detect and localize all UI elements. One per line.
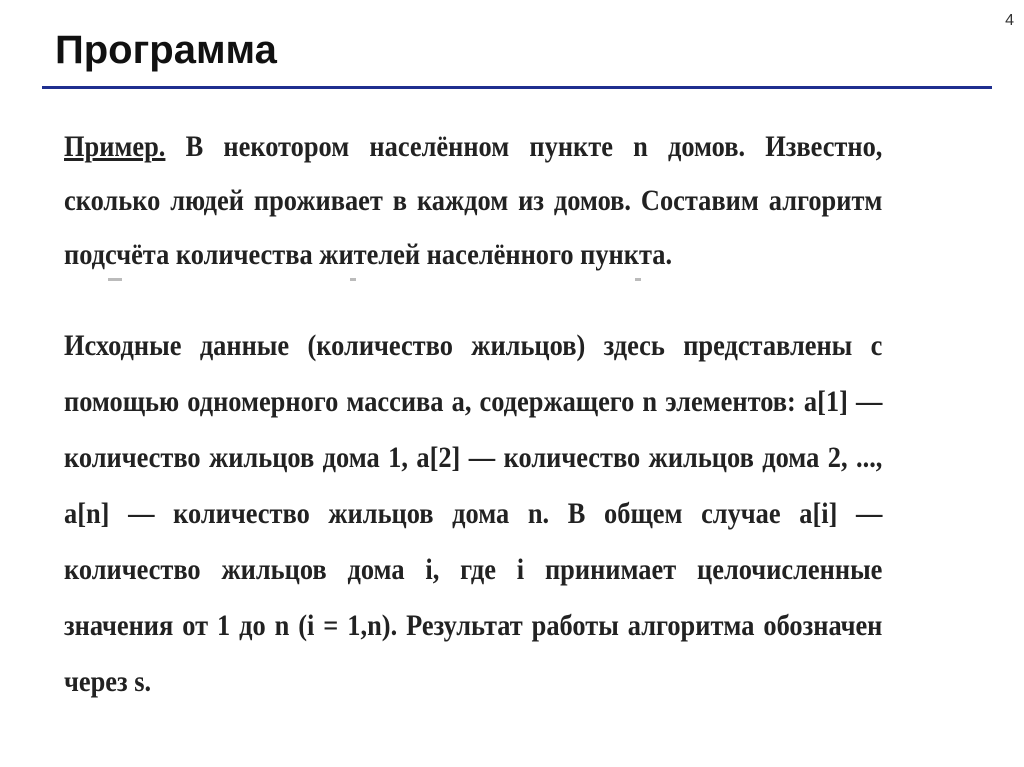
example-lead: Пример. [64,130,166,163]
data-paragraph [64,318,882,710]
data-paragraph-text: Исходные данные (количество жильцов) здесь представлены с помощью одномерного массива a, содержащего n элементов: a[1] — количество жильцов дома 1, a[2] — количество жильцов дома 2, ..., a[n] — количество жильцов дома n. В общем случае a[i] — количество жильцов дома i, где i принимает целочисленные значения от 1 до n (i = 1,n). Результат работы алгоритма обозначен через s. [64,329,883,698]
slide-title: Программа [55,28,277,72]
scan-artifact [100,278,700,286]
example-text: В некотором населённом пункте n домов. Известно, сколько людей проживает в каждом из домов. Составим алгоритм подсчёта количества жителей населённого пункта. [64,130,883,271]
example-paragraph [64,120,882,282]
title-divider [42,86,992,89]
slide-number: 4 [1005,12,1014,29]
